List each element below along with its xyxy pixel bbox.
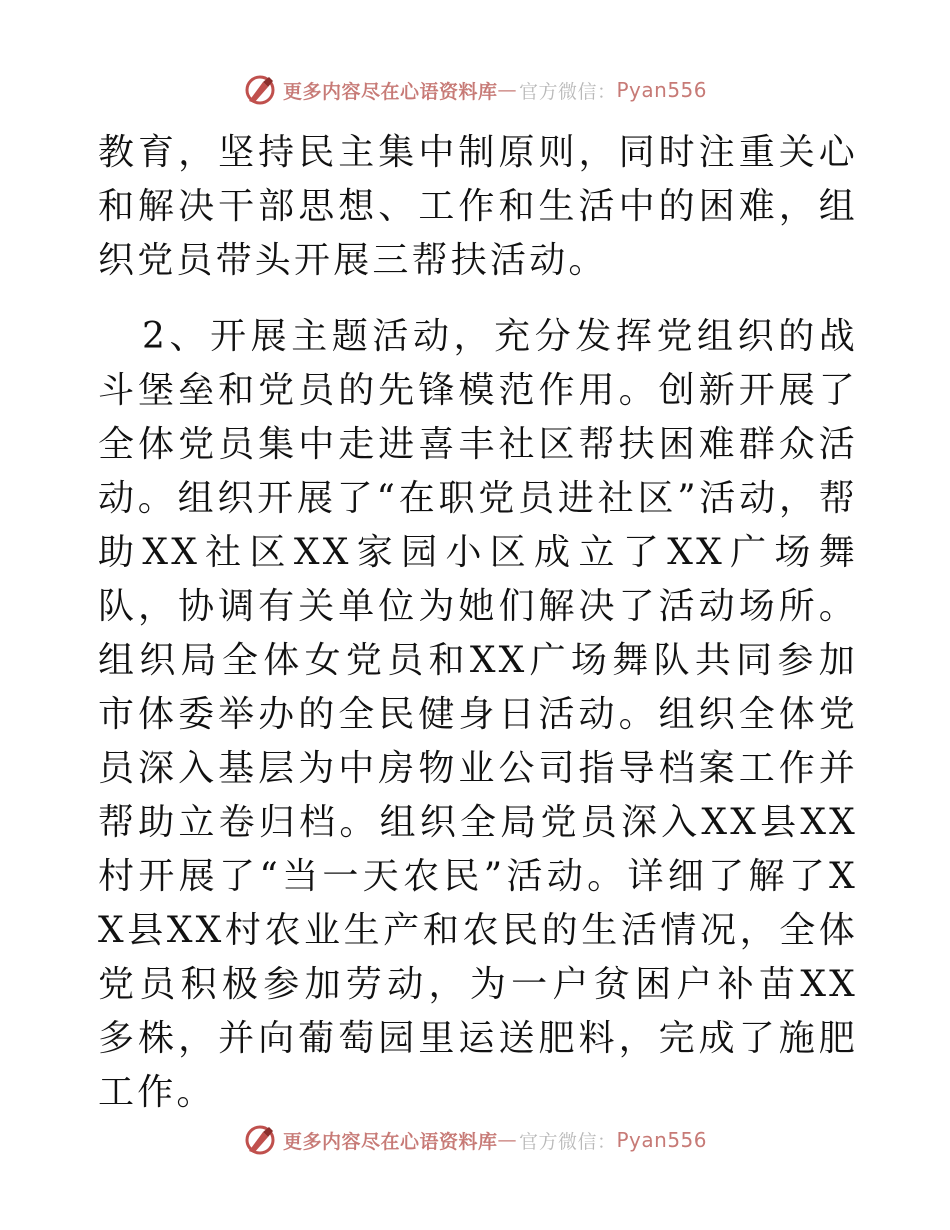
watermark-official-label: 官方微信：	[518, 1130, 617, 1153]
watermark-official-label: 官方微信：	[518, 80, 617, 103]
watermark-dash: —	[497, 79, 517, 101]
paragraph-theme-activities: 2、开展主题活动，充分发挥党组织的战斗堡垒和党员的先锋模范作用。创新开展了全体党员集中走进喜丰社区帮扶困难群众活动。组织开展了“在职党员进社区”活动，帮助XX社区XX家园小区成立了XX广场舞队，协调有关单位为她们解决了活动场所。组织局全体女党员和XX广场舞队共同参加市体委举办的全民健身日活动。组织全体党员深入基层为中房物业公司指导档案工作并帮助立卷归档。组织全局党员深入XX县XX村开展了“当一天农民”活动。详细了解了XX县XX村农业生产和农民的生活情况，全体党员积极参加劳动，为一户贫困户补苗XX多株，并向葡萄园里运送肥料，完成了施肥工作。	[98, 316, 858, 1113]
header-watermark	[0, 70, 950, 110]
paragraph-continued: 教育，坚持民主集中制原则，同时注重关心和解决干部思想、工作和生活中的困难，组织党员带头开展三帮扶活动。	[98, 132, 858, 281]
pen-nib-logo-icon	[243, 1123, 277, 1157]
document-body	[98, 126, 858, 1120]
pen-nib-logo-icon	[243, 73, 277, 107]
watermark-dash: —	[497, 1129, 517, 1151]
watermark-wechat-id: Pyan556	[616, 78, 708, 102]
watermark-wechat-id: Pyan556	[616, 1128, 708, 1152]
watermark-brand: 更多内容尽在心语资料库	[282, 80, 498, 103]
watermark-brand: 更多内容尽在心语资料库	[282, 1130, 498, 1153]
footer-watermark	[0, 1120, 950, 1160]
